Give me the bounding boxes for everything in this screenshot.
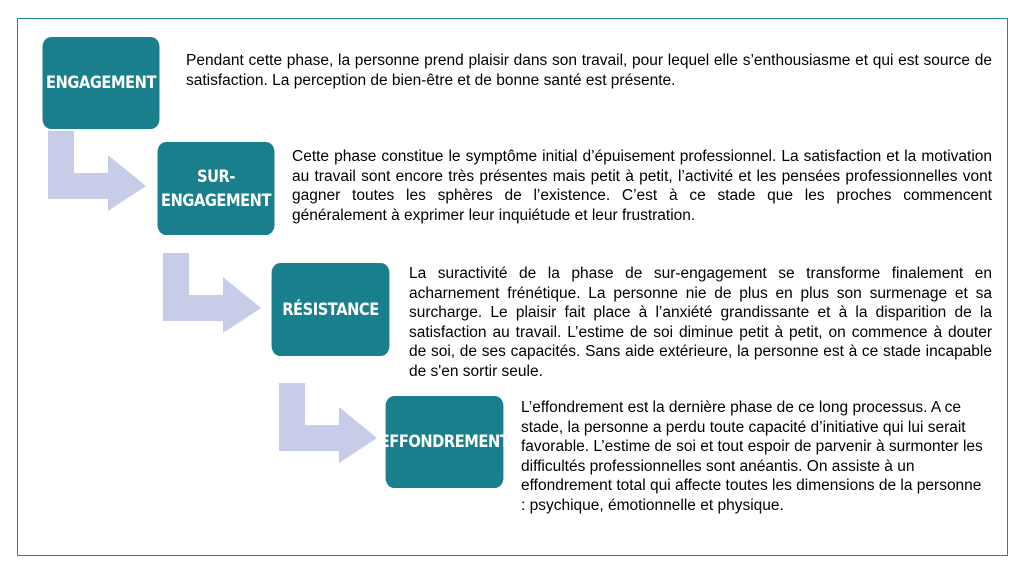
arrow-to-sur-engagement (48, 131, 148, 213)
phase-resistance-description: La suractivité de la phase de sur-engagement se transforme finalement en acharnement frénétique. La personne nie de plus en plus son surmenage et sa surcharge. Le plaisir fait place à l’anxiété grandissante et à la disparition de la satisfaction au travail. L’estime de soi diminue petit à petit, on commence à douter de soi, de ses capacités. Sans aide extérieure, la personne est à ce stade incapable de s'en sortir seule. (409, 265, 992, 380)
phase-label: RÉSISTANCE (282, 299, 379, 320)
arrow-to-effondrement (279, 383, 379, 465)
phase-label: ENGAGEMENT (46, 73, 156, 93)
phase-effondrement-box (379, 396, 510, 488)
phase-label: SUR- ENGAGEMENT (161, 166, 271, 211)
phase-sur-engagement-description: Cette phase constitue le symptôme initial d’épuisement professionnel. La satisfaction et la motivation au travail sont encore très présentes mais petit à petit, l’activité et les pensées professionnelles vont gagner toutes les sphères de l’existence. C’est à ce stade que les proches commencent généralement à exprimer leur inquiétude et leur frustration. (292, 148, 992, 224)
phase-label: EFFONDREMENT (379, 432, 510, 452)
phase-sur-engagement-box (158, 142, 275, 235)
phase-engagement-description: Pendant cette phase, la personne prend plaisir dans son travail, pour lequel elle s’enthousiasme et qui est source de satisfaction. La perception de bien-être et de bonne santé est présente. (186, 52, 992, 89)
arrow-to-resistance (163, 253, 263, 335)
phase-resistance-box (272, 263, 390, 356)
phase-engagement-box (43, 37, 160, 129)
phase-effondrement-description: L’effondrement est la dernière phase de ce long processus. A ce stade, la personne a perdu toute capacité d’initiative qui lui serait favorable. L’estime de soi et tout espoir de parvenir à surmonter les difficultés professionnelles sont anéantis. On assiste à un effondrement total qui affecte toutes les dimensions de la personne : psychique, émotionnelle et physique. (521, 399, 983, 514)
